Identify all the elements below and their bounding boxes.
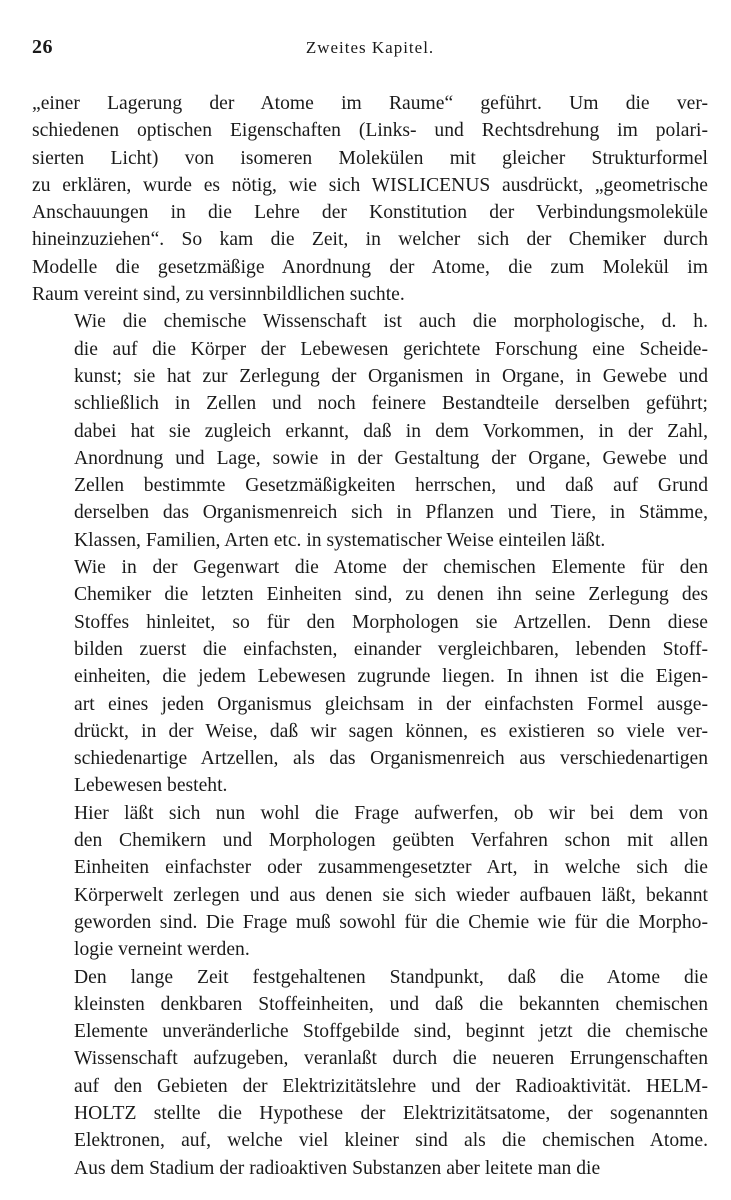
text-line: Anschauungen in die Lehre der Konstitution der Verbindungsmoleküle (32, 202, 708, 224)
text-line: „einer Lagerung der Atome im Raume“ geführt. Um die ver- (32, 93, 708, 114)
text-line: schließlich in Zellen und noch feinere Bestandteile derselben geführt; (74, 393, 708, 415)
running-head: Zweites Kapitel. (305, 38, 435, 57)
text-line: Einheiten einfachster oder zusammengesetzter Art, in welche sich die (74, 857, 708, 879)
text-line: derselben das Organismenreich sich in Pflanzen und Tiere, in Stämme, (74, 502, 708, 524)
text-line: Klassen, Familien, Arten etc. in systematischer Weise einteilen läßt. (74, 529, 606, 551)
book-page (32, 36, 708, 1182)
text-line: Hier läßt sich nun wohl die Frage aufwerfen, ob wir bei dem von (74, 802, 708, 824)
page-number: 26 (32, 36, 53, 58)
text-line: Lebewesen besteht. (74, 775, 228, 797)
text-line: sierten Licht) von isomeren Molekülen mit gleicher Strukturformel (32, 147, 708, 169)
text-line: Wie die chemische Wissenschaft ist auch die morphologische, d. h. (74, 311, 708, 333)
text-line: Raum vereint sind, zu versinnbildlichen suchte. (32, 284, 405, 306)
text-line: HOLTZ stellte die Hypothese der Elektrizitätsatome, der sogenannten (74, 1102, 708, 1124)
text-line: Elektronen, auf, welche viel kleiner sind als die chemischen Atome. (74, 1130, 708, 1152)
text-line: zu erklären, wurde es nötig, wie sich WISLICENUS ausdrückt, „geometrische (32, 174, 708, 196)
text-line: Körperwelt zerlegen und aus denen sie sich wieder aufbauen läßt, bekannt (74, 884, 708, 906)
text-line: Wissenschaft aufzugeben, veranlaßt durch die neueren Errungenschaften (74, 1048, 708, 1070)
text-line: kunst; sie hat zur Zerlegung der Organismen in Organe, in Gewebe und (74, 365, 708, 387)
text-line: Elemente unveränderliche Stoffgebilde sind, beginnt jetzt die chemische (74, 1021, 708, 1043)
text-line: Stoffes hinleitet, so für den Morphologen sie Artzellen. Denn diese (74, 611, 708, 633)
text-line: kleinsten denkbaren Stoffeinheiten, und daß die bekannten chemischen (74, 993, 708, 1015)
text-line: logie verneint werden. (74, 939, 250, 961)
text-line: schiedenen optischen Eigenschaften (Links- und Rechtsdrehung im polari- (32, 120, 708, 142)
text-line: Anordnung und Lage, sowie in der Gestaltung der Organe, Gewebe und (74, 447, 708, 469)
text-line: Den lange Zeit festgehaltenen Standpunkt, daß die Atome die (74, 966, 708, 988)
text-line: Aus dem Stadium der radioaktiven Substanzen aber leitete man die (74, 1157, 601, 1179)
body-text (32, 90, 708, 1182)
text-line: drückt, in der Weise, daß wir sagen können, es existieren so viele ver- (74, 720, 708, 742)
text-line: hineinzuziehen“. So kam die Zeit, in welcher sich der Chemiker durch (32, 229, 708, 251)
text-line: Chemiker die letzten Einheiten sind, zu denen ihn seine Zerlegung des (74, 584, 708, 606)
text-line: Zellen bestimmte Gesetzmäßigkeiten herrschen, und daß auf Grund (74, 475, 708, 497)
paragraph (32, 90, 708, 308)
page-header (32, 36, 708, 66)
paragraph (32, 964, 708, 1182)
text-line: die auf die Körper der Lebewesen gerichtete Forschung eine Scheide- (74, 338, 708, 360)
paragraph (32, 800, 708, 964)
text-line: schiedenartige Artzellen, als das Organismenreich aus verschiedenartigen (74, 748, 708, 770)
text-line: Modelle die gesetzmäßige Anordnung der Atome, die zum Molekül im (32, 256, 708, 278)
text-line: geworden sind. Die Frage muß sowohl für die Chemie wie für die Morpho- (74, 911, 708, 933)
text-line: den Chemikern und Morphologen geübten Verfahren schon mit allen (74, 830, 708, 852)
text-line: Wie in der Gegenwart die Atome der chemischen Elemente für den (74, 557, 708, 579)
text-line: bilden zuerst die einfachsten, einander vergleichbaren, lebenden Stoff- (74, 638, 708, 660)
paragraph (32, 554, 708, 800)
text-line: auf den Gebieten der Elektrizitätslehre und der Radioaktivität. HELM- (74, 1075, 708, 1097)
text-line: einheiten, die jedem Lebewesen zugrunde liegen. In ihnen ist die Eigen- (74, 666, 708, 688)
text-line: dabei hat sie zugleich erkannt, daß in dem Vorkommen, in der Zahl, (74, 420, 708, 442)
paragraph (32, 308, 708, 554)
text-line: art eines jeden Organismus gleichsam in der einfachsten Formel ausge- (74, 693, 708, 715)
